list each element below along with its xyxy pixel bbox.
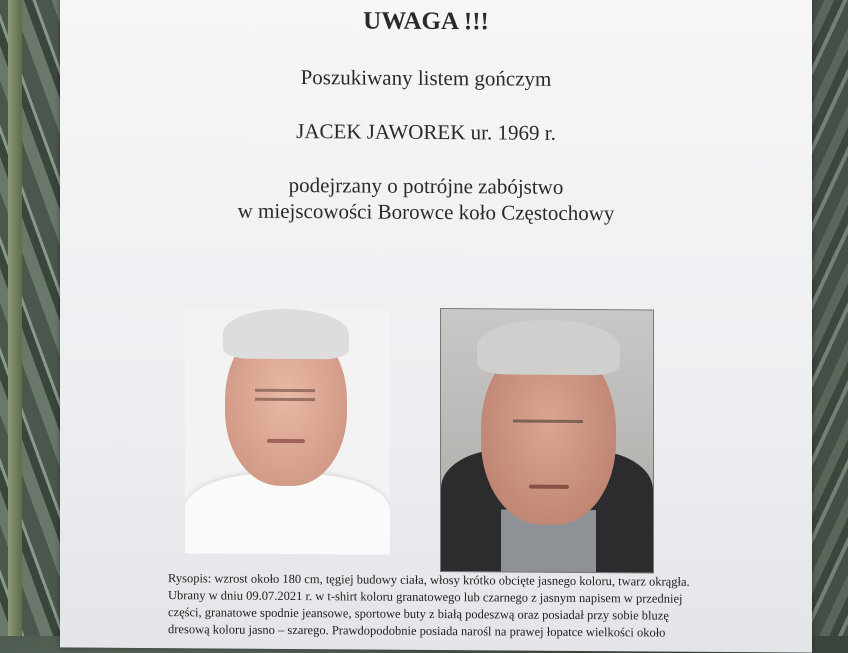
wall-edge bbox=[8, 0, 22, 636]
suspect-name: JACEK JAWOREK ur. 1969 r. bbox=[296, 119, 556, 145]
description-line: Ubrany w dniu 09.07.2021 r. w t-shirt koloru granatowego lub czarnego z jasnym napisem w przedniej bbox=[168, 588, 683, 606]
poster-title: UWAGA !!! bbox=[363, 7, 489, 36]
description-line: części, granatowe spodnie jeansowe, sportowe buty z białą podeszwą oraz posiadał przy sobie bluzę bbox=[168, 605, 669, 623]
suspect-photo-2 bbox=[440, 308, 654, 573]
suspect-description bbox=[168, 570, 788, 642]
wanted-poster bbox=[60, 0, 812, 653]
description-line: Rysopis: wzrost około 180 cm, tęgiej budowy ciała, włosy krótko obcięte jasnego koloru, twarz okrągła. bbox=[168, 571, 690, 589]
description-line: dresową koloru jasno – szarego. Prawdopodobnie posiada narośl na prawej łopatce wielkości około bbox=[168, 622, 666, 640]
poster-subtitle: Poszukiwany listem gończym bbox=[300, 65, 552, 91]
suspect-photo-1 bbox=[185, 308, 390, 554]
charge-line-1: podejrzany o potrójne zabójstwo bbox=[288, 172, 564, 199]
charge-line-2: w miejscowości Borowce koło Częstochowy bbox=[237, 198, 615, 226]
